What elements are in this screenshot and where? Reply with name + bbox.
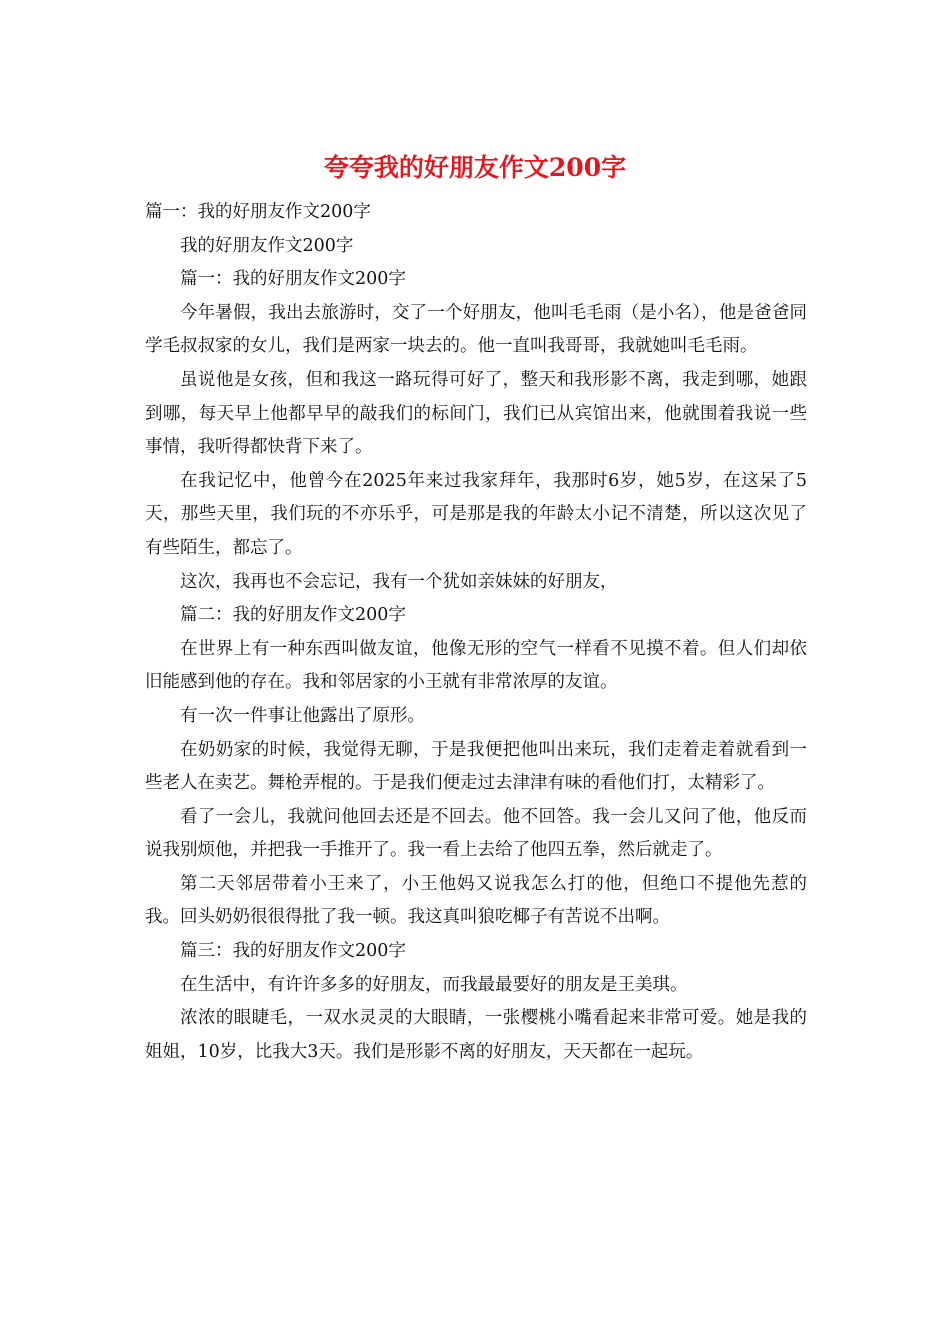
paragraph: 在我记忆中，他曾今在2025年来过我家拜年，我那时6岁，她5岁，在这呆了5天，那些天里，我们玩的不亦乐乎，可是那是我的年龄太小记不清楚，所以这次见了有些陌生，都忘了。 [145,470,807,558]
paragraph: 第二天邻居带着小王来了，小王他妈又说我怎么打的他，但绝口不提他先惹的我。回头奶奶很很得批了我一顿。我这真叫狼吃椰子有苦说不出啊。 [145,873,807,928]
document-title: 夸夸我的好朋友作文200字 [323,153,627,182]
paragraph: 有一次一件事让他露出了原形。 [180,705,425,726]
paragraph: 我的好朋友作文200字 [180,235,354,256]
paragraph: 这次，我再也不会忘记，我有一个犹如亲妹妹的好朋友， [180,571,618,592]
document-body [145,196,807,1069]
paragraph: 在生活中，有许许多多的好朋友，而我最最要好的朋友是王美琪。 [180,974,688,995]
paragraph: 篇二：我的好朋友作文200字 [180,605,406,626]
paragraph: 看了一会儿，我就问他回去还是不回去。他不回答。我一会儿又问了他，他反而说我别烦他，并把我一手推开了。我一看上去给了他四五拳，然后就走了。 [145,806,807,861]
paragraph: 在世界上有一种东西叫做友谊，他像无形的空气一样看不见摸不着。但人们却依旧能感到他的存在。我和邻居家的小王就有非常浓厚的友谊。 [145,638,807,693]
paragraph: 篇一：我的好朋友作文200字 [180,269,406,290]
paragraph: 浓浓的眼睫毛，一双水灵灵的大眼睛，一张樱桃小嘴看起来非常可爱。她是我的姐姐，10岁，比我大3天。我们是形影不离的好朋友，天天都在一起玩。 [145,1008,807,1062]
paragraph: 虽说他是女孩，但和我这一路玩得可好了，整天和我形影不离，我走到哪，她跟到哪，每天早上他都早早的敲我们的标间门，我们已从宾馆出来，他就围着我说一些事情，我听得都快背下来了。 [145,369,807,458]
paragraph: 今年暑假，我出去旅游时，交了一个好朋友，他叫毛毛雨（是小名），他是爸爸同学毛叔叔家的女儿，我们是两家一块去的。他一直叫我哥哥，我就她叫毛毛雨。 [145,302,807,357]
paragraph: 篇一：我的好朋友作文200字 [145,202,371,222]
paragraph: 在奶奶家的时候，我觉得无聊，于是我便把他叫出来玩，我们走着走着就看到一些老人在卖艺。舞枪弄棍的。于是我们便走过去津津有味的看他们打，太精彩了。 [145,739,807,794]
paragraph: 篇三：我的好朋友作文200字 [180,941,406,962]
